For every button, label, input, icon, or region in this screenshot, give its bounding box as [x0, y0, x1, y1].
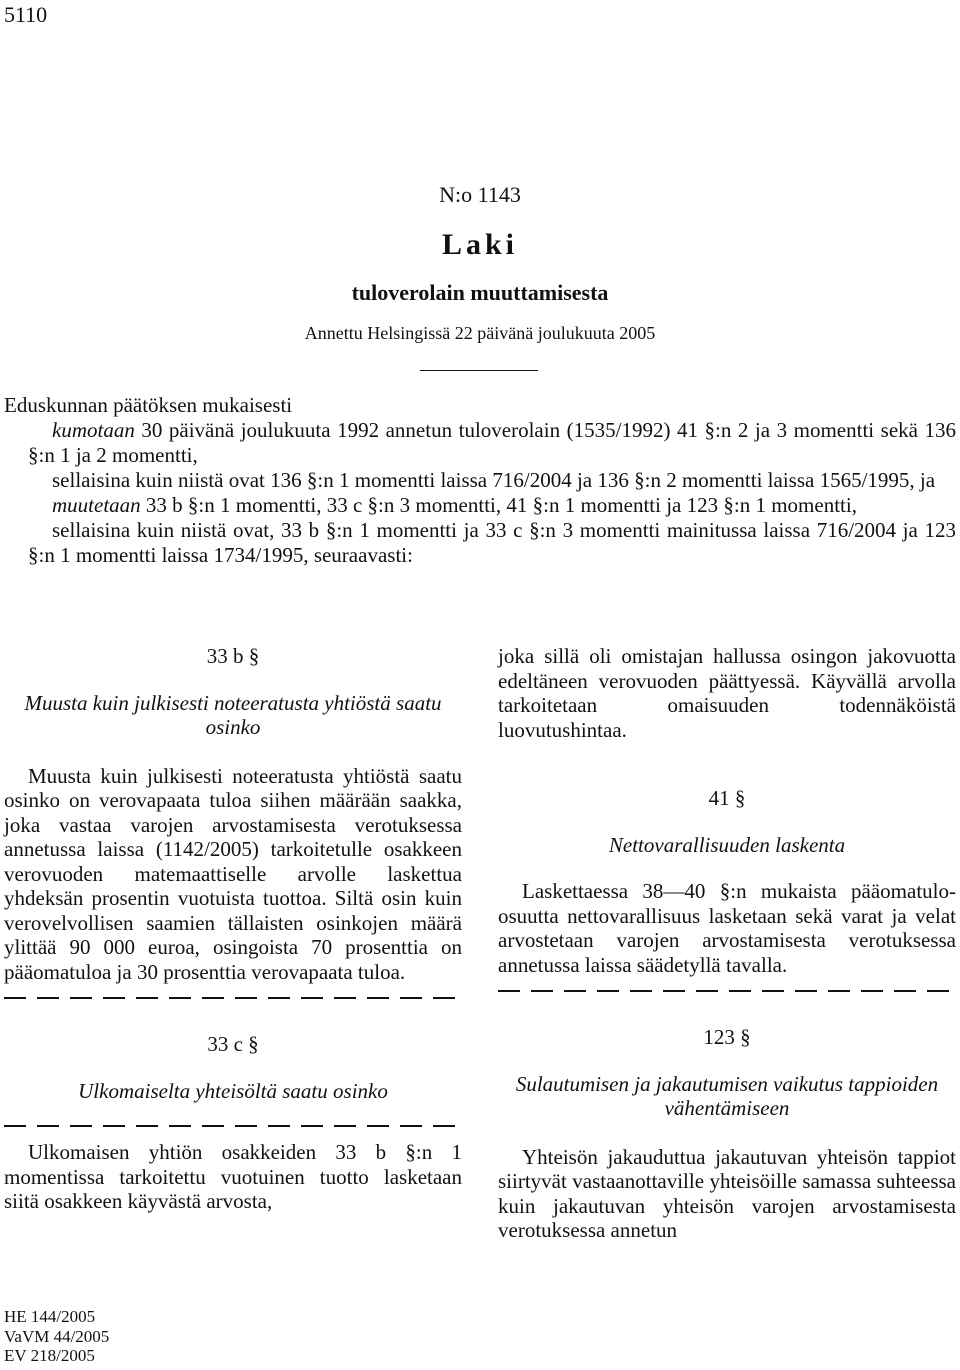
section-title-123: Sulautumisen ja jakautumisen vaikutus tappioiden vähentämiseen: [515, 1071, 939, 1120]
footnotes: [4, 1307, 109, 1366]
section-title-33b: Muusta kuin julkisesti noteeratusta yhtiöstä saatu osinko: [24, 690, 442, 739]
section-text-33b: Muusta kuin julkisesti noteeratusta yhtiöstä saatu osinko on verovapaata tuloa siihen määrään saakka, joka vastaa varojen arvostamisesta verotuksessa annetussa laissa (1142/2005) tarkoitetulle osakkeen verovuoden matemaattiselle arvolle laskettua yhdeksän prosentin vuotuista tuottoa. Siltä osin kuin verovelvollisen saamien tällaisten osinkojen määrä ylittää 90 000 euroa, osingoista 70 prosenttia on pääomatuloa ja 30 prosenttia verovapaata tuloa.: [4, 763, 462, 984]
footnote-vavm: VaVM 44/2005: [4, 1326, 110, 1346]
document-type: Laki: [441, 228, 519, 261]
document-date: Annettu Helsingissä 22 päivänä joulukuuta 2005: [304, 323, 656, 343]
omission-dashes: [498, 990, 956, 992]
footnote-he: HE 144/2005: [4, 1307, 96, 1326]
header-rule: [420, 370, 538, 371]
section-number-123: 123 §: [703, 1025, 751, 1049]
intro: [4, 393, 956, 568]
keyword-muutetaan: muutetaan: [52, 493, 141, 517]
section-title-41: Nettovarallisuuden laskenta: [608, 832, 846, 857]
intro-sellaisina-2: sellaisina kuin niistä ovat, 33 b §:n 1 momentti ja 33 c §:n 3 momentti mainitussa laissa 716/2004 ja 123 §:n 1 momentti laissa 1734/1995, seuraavasti:: [28, 518, 956, 567]
intro-line: Eduskunnan päätöksen mukaisesti: [4, 393, 293, 417]
section-number-41: 41 §: [708, 786, 746, 810]
right-column: [498, 644, 956, 1243]
intro-muutetaan: [4, 493, 956, 518]
intro-sellaisina-1: sellaisina kuin niistä ovat 136 §:n 1 momentti laissa 716/2004 ja 136 §:n 2 momentti laissa 1565/1995, ja: [52, 468, 936, 492]
omission-dashes: [4, 1125, 462, 1127]
section-title-33c: Ulkomaiselta yhteisöltä saatu osinko: [78, 1078, 388, 1103]
keyword-kumotaan: kumotaan: [52, 418, 135, 442]
continued-text-33c: joka sillä oli omistajan hallussa osingon jakovuotta edeltäneen verovuoden päättyessä. Käyvällä arvolla tarkoitetaan omaisuuden todennäköistä luovutushintaa.: [498, 644, 956, 742]
section-number-33b: 33 b §: [206, 644, 260, 668]
document-number: N:o 1143: [439, 182, 521, 207]
omission-dashes: [4, 997, 462, 999]
intro-kumotaan-text: 30 päivänä joulukuuta 1992 annetun tuloverolain (1535/1992) 41 §:n 2 ja 3 momentti sekä 136 §:n 1 ja 2 momentti,: [28, 418, 956, 467]
footnote-ev: EV 218/2005: [4, 1346, 95, 1365]
section-text-41: Laskettaessa 38—40 §:n mukaista pääomatulo-osuutta nettovarallisuus lasketaan sekä varat ja velat arvostetaan varojen arvostamisesta verotuksessa annetussa laissa säädetyllä tavalla.: [498, 879, 956, 977]
section-text-33c: Ulkomaisen yhtiön osakkeiden 33 b §:n 1 momentissa tarkoitettu vuotuinen tuotto lasketaan siitä osakkeen käyvästä arvosta,: [4, 1140, 462, 1213]
left-column: [4, 644, 462, 1214]
page-number: 5110: [4, 2, 48, 27]
section-text-123: Yhteisön jakauduttua jakautuvan yhteisön tappiot siirtyvät vastaanottaville yhteisöille samassa suhteessa kuin jakautuvan yhteisön varojen arvostamisesta verotuksessa annetun: [498, 1144, 956, 1242]
intro-muutetaan-text: 33 b §:n 1 momentti, 33 c §:n 3 momentti, 41 §:n 1 momentti ja 123 §:n 1 momentti,: [140, 493, 857, 517]
document-title: tuloverolain muuttamisesta: [351, 280, 609, 305]
intro-kumotaan: [4, 418, 956, 468]
section-number-33c: 33 c §: [207, 1032, 259, 1056]
